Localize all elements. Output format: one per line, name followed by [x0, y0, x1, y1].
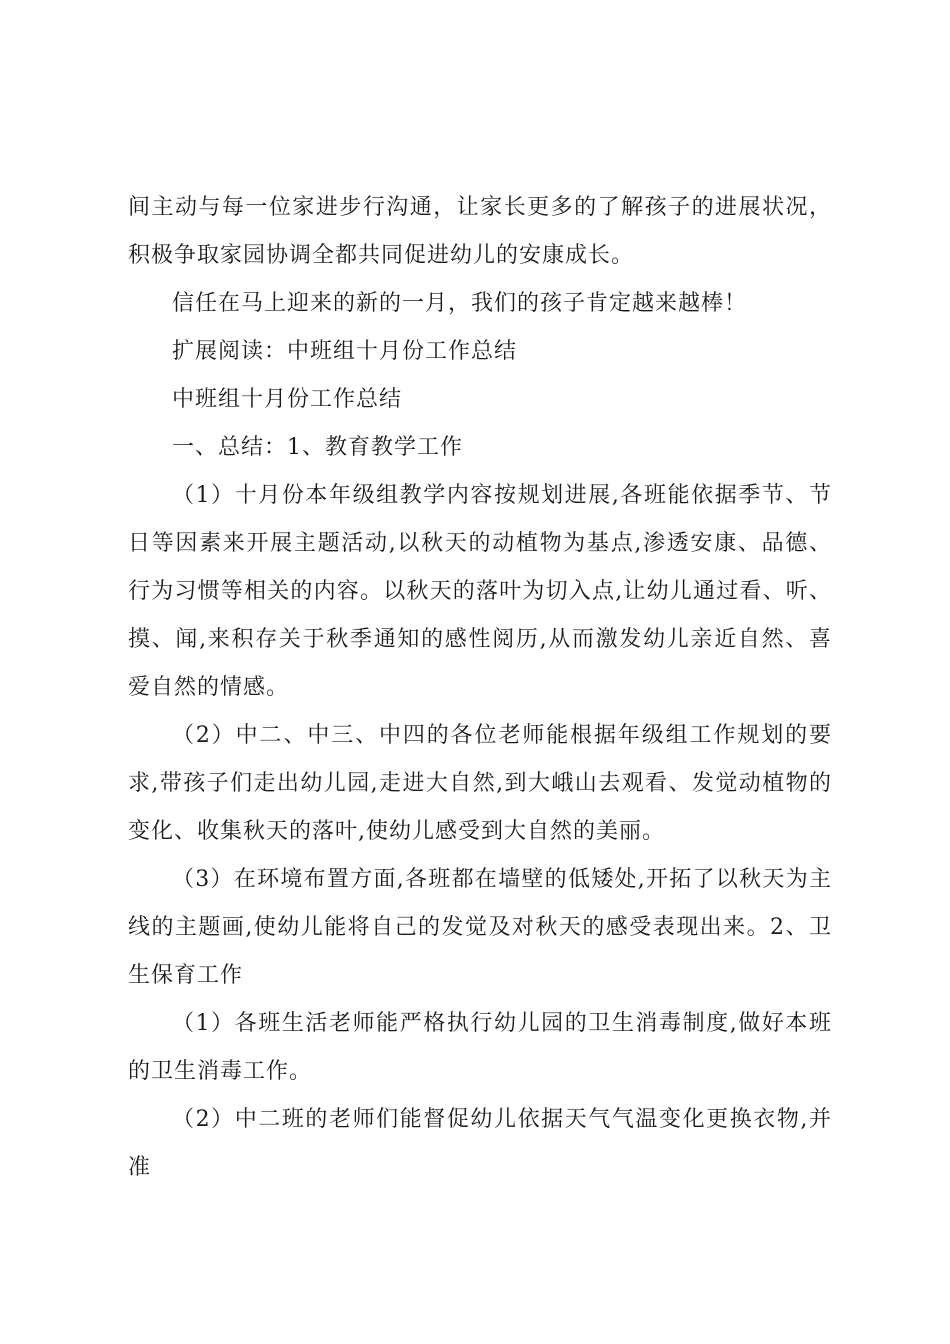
paragraph-10: （2）中二班的老师们能督促幼儿依据天气气温变化更换衣物,并准 — [128, 1107, 832, 1180]
paragraph-8: （3）在环境布置方面,各班都在墙壁的低矮处,开拓了以秋天为主线的主题画,使幼儿能将自己的发觉及对秋天的感受表现出来。2、卫生保育工作 — [128, 867, 832, 988]
paragraph-9: （1）各班生活老师能严格执行幼儿园的卫生消毒制度,做好本班的卫生消毒工作。 — [128, 1011, 832, 1084]
paragraph-5: 一、总结：1、教育教学工作 — [172, 435, 463, 460]
paragraph-7: （2）中二、中三、中四的各位老师能根据年级组工作规划的要求,带孩子们走出幼儿园,走进大自然,到大峨山去观看、发觉动植物的变化、收集秋天的落叶,使幼儿感受到大自然的美丽。 — [128, 723, 832, 844]
paragraph-4: 中班组十月份工作总结 — [172, 387, 403, 412]
paragraph-1: 间主动与每一位家进步行沟通，让家长更多的了解孩子的进展状况，积极争取家园协调全都共同促进幼儿的安康成长。 — [128, 195, 832, 268]
paragraph-6: （1）十月份本年级组教学内容按规划进展,各班能依据季节、节日等因素来开展主题活动,以秋天的动植物为基点,渗透安康、品德、行为习惯等相关的内容。以秋天的落叶为切入点,让幼儿通过看、听、摸、闻,来积存关于秋季通知的感性阅历,从而激发幼儿亲近自然、喜爱自然的情感。 — [128, 483, 832, 700]
paragraph-2: 信任在马上迎来的新的一月，我们的孩子肯定越来越棒！ — [172, 291, 748, 316]
paragraph-3: 扩展阅读：中班组十月份工作总结 — [172, 339, 518, 364]
document-body — [128, 184, 832, 1192]
